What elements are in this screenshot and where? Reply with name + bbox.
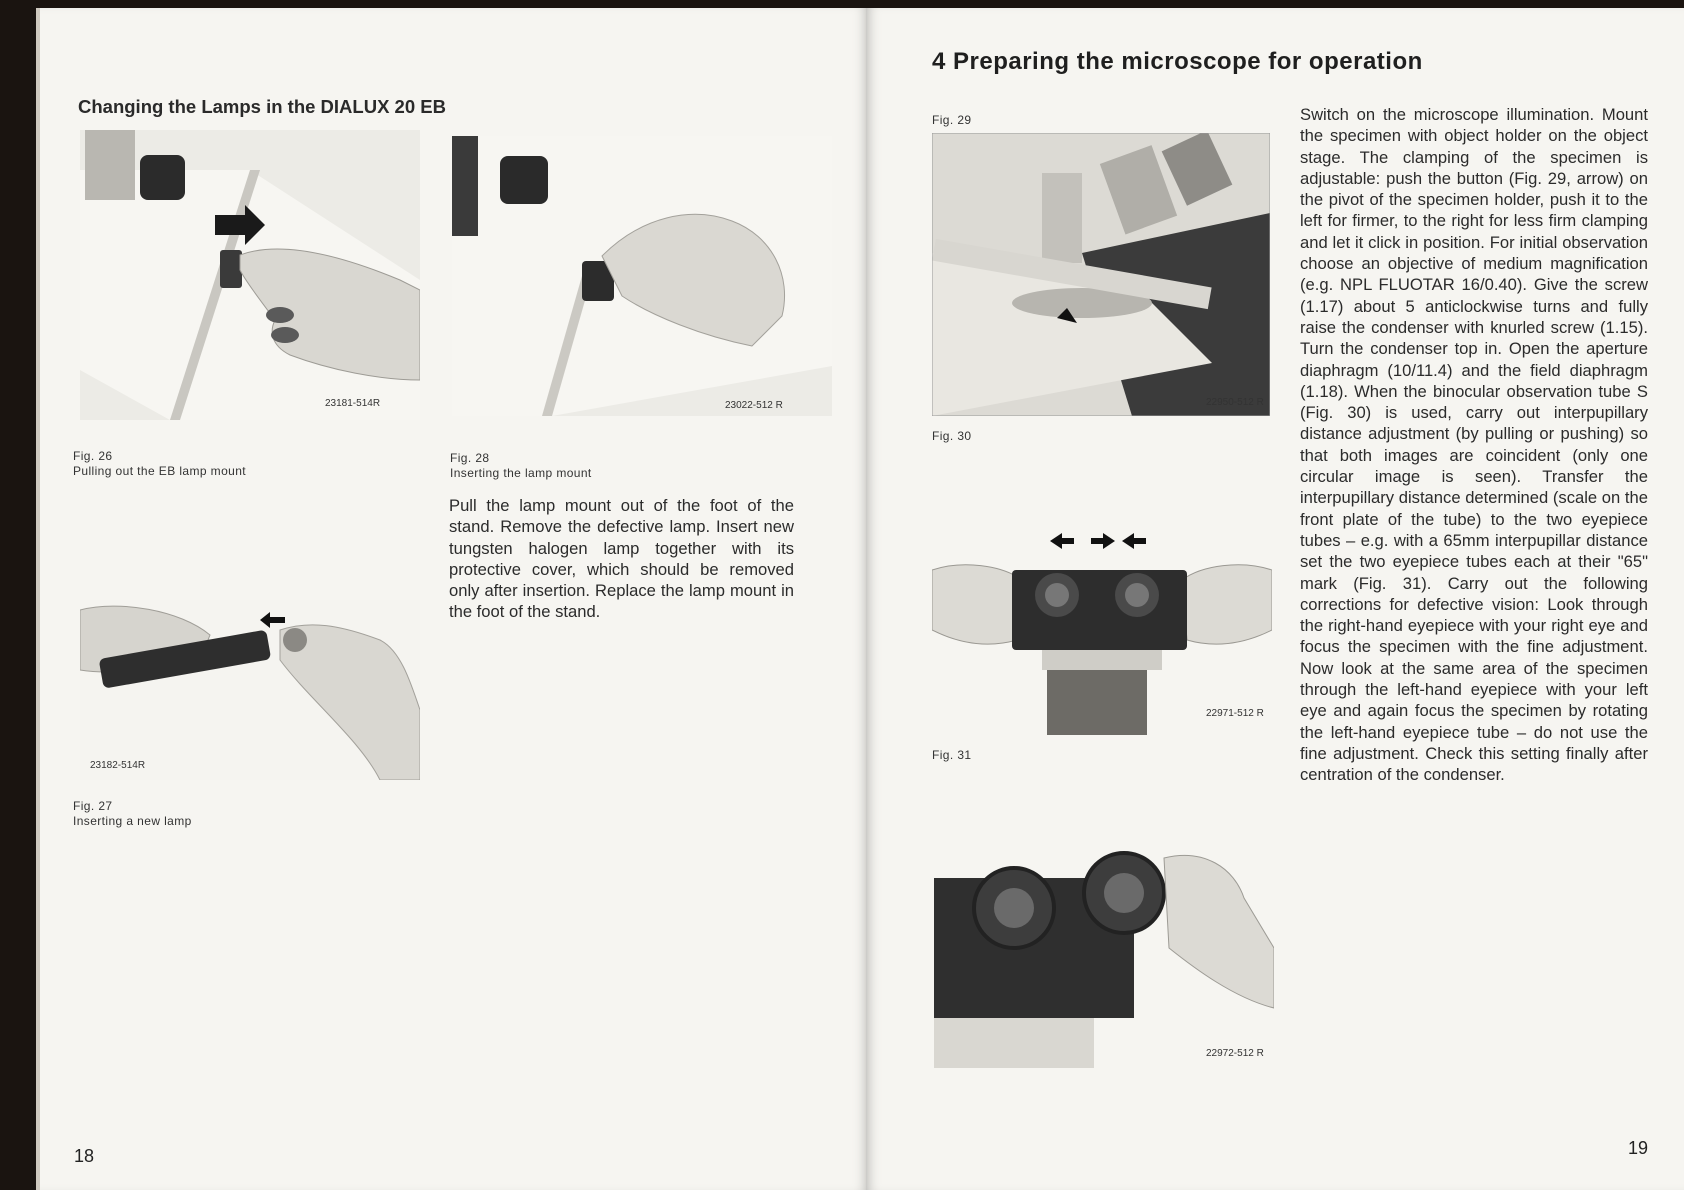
- figure-label: Fig. 26: [73, 449, 113, 463]
- figure-caption: Inserting a new lamp: [73, 814, 192, 828]
- figure-caption: Pulling out the EB lamp mount: [73, 464, 247, 478]
- fig-26-photo: [80, 130, 420, 420]
- photo-code: 22950-512 R: [1206, 397, 1264, 408]
- chapter-heading: 4 Preparing the microscope for operation: [932, 48, 1423, 75]
- page-number: 18: [74, 1146, 95, 1166]
- section-heading: Changing the Lamps in the DIALUX 20 EB: [78, 96, 446, 117]
- photo-code: 23022-512 R: [725, 400, 783, 411]
- photo-code: 23181-514R: [325, 398, 381, 409]
- figure-label: Fig. 31: [932, 748, 972, 762]
- figure-caption: Inserting the lamp mount: [450, 466, 592, 480]
- figure-label: Fig. 27: [73, 799, 113, 813]
- photo-code: 22971-512 R: [1206, 708, 1264, 719]
- right-page: [866, 8, 1684, 1190]
- figure-label: Fig. 28: [450, 451, 490, 465]
- left-page: [36, 8, 868, 1190]
- fig-28-photo: [452, 136, 832, 416]
- figure-label: Fig. 29: [932, 113, 972, 127]
- photo-code: 22972-512 R: [1206, 1048, 1264, 1059]
- fig-30-photo: [932, 520, 1272, 735]
- body-text: Pull the lamp mount out of the foot of the stand. Remove the defective lamp. Insert new tungsten halogen lamp together with its protective cover, which should be removed only after insertion. Replace the lamp mount in the foot of the stand.: [449, 496, 794, 622]
- fig-29-photo: [932, 133, 1270, 416]
- photo-code: 23182-514R: [90, 760, 146, 771]
- fig-31-photo: [934, 848, 1274, 1068]
- figure-label: Fig. 30: [932, 429, 972, 443]
- page-number: 19: [1628, 1138, 1649, 1158]
- fig-27-photo: [80, 600, 420, 780]
- body-text: Switch on the microscope illumination. Mount the specimen with object holder on the object stage. The clamping of the specimen is adjustable: push the button (Fig. 29, arrow) on the pivot of the specimen holder, push it to the left for firmer, to the right for less firm clamping and let it click in position. For initial observation choose an objective of medium magnification (e.g. NPL FLUOTAR 16/0.40). Give the screw (1.17) about 5 anticlockwise turns and fully raise the condenser with knurled screw (1.15). Turn the condenser top in. Open the aperture diaphragm (10/11.4) and the field diaphragm (1.18). When the binocular observation tube S (Fig. 30) is used, carry out interpupillary distance adjustment (by pulling or pushing) so that both images are coincident (only one circular image is seen). Transfer the interpupillary distance determined (scale on the front plate of the tube) to the two eyepiece tubes – e.g. with a 65mm interpupillar distance set the two eyepiece tubes each at their "65" mark (Fig. 31). Carry out the following corrections for defective vision: Look through the right-hand eyepiece with your right eye and focus the specimen with the fine adjustment. Now look at the same area of the specimen through the left-hand eyepiece with your left eye and again focus the specimen by rotating the left-hand eyepiece tube – do not use the fine adjustment. Check this setting finally after centration of the condenser.: [1300, 105, 1648, 785]
